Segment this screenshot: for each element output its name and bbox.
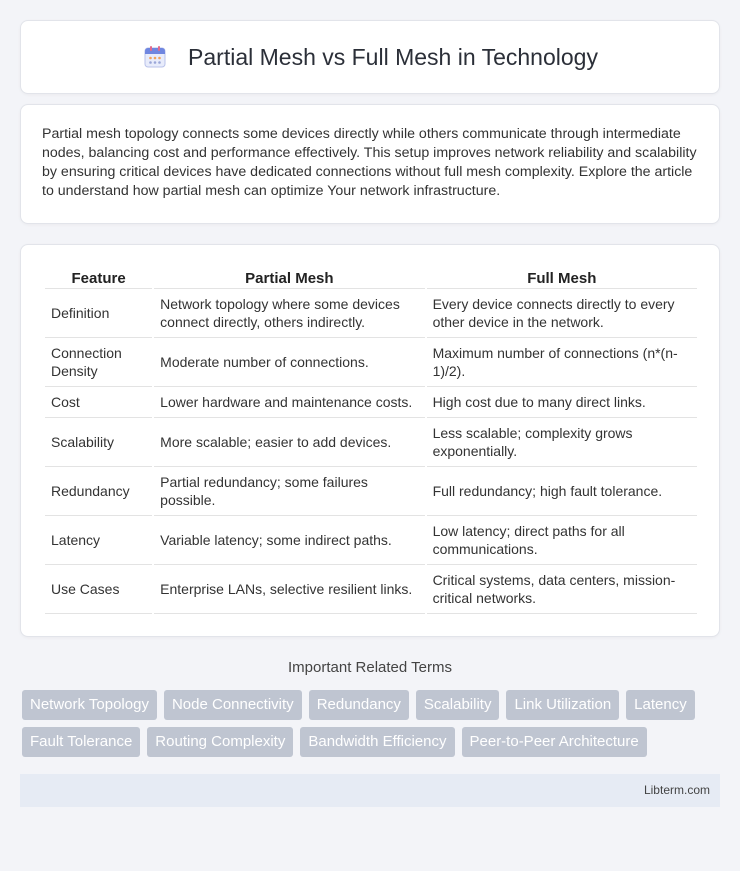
tag-fault-tolerance[interactable]: Fault Tolerance [22,727,140,757]
cell-partial: Enterprise LANs, selective resilient links. [154,565,424,614]
header-card [20,20,720,94]
cell-full: Every device connects directly to every other device in the network. [427,289,697,338]
comparison-table [43,267,699,614]
table-row [45,387,697,418]
intro-text: Partial mesh topology connects some devices directly while others communicate through intermediate nodes, balancing cost and performance effectively. This setup improves network reliability and scalability by ensuring critical devices have dedicated connections without full mesh complexity. Explore the article to understand how partial mesh can optimize Your network infrastructure. [42,126,697,199]
table-row [45,418,697,467]
table-row [45,467,697,516]
cell-full: Full redundancy; high fault tolerance. [427,467,697,516]
tag-bandwidth-efficiency[interactable]: Bandwidth Efficiency [300,727,454,757]
tag-routing-complexity[interactable]: Routing Complexity [147,727,293,757]
cell-feature: Redundancy [45,467,152,516]
cell-full: Low latency; direct paths for all communications. [427,516,697,565]
table-row [45,516,697,565]
cell-partial: Partial redundancy; some failures possible. [154,467,424,516]
table-row [45,289,697,338]
footer-site-link[interactable]: Libterm.com [643,783,710,797]
cell-feature: Use Cases [45,565,152,614]
cell-partial: Lower hardware and maintenance costs. [154,387,424,418]
related-terms-list [22,690,702,764]
table-header-row [45,267,697,289]
tag-network-topology[interactable]: Network Topology [22,690,157,720]
cell-partial: Network topology where some devices connect directly, others indirectly. [154,289,424,338]
header-full-mesh: Full Mesh [427,267,697,289]
comparison-table-card [20,244,720,637]
related-terms-title: Important Related Terms [288,659,452,676]
cell-feature: Cost [45,387,152,418]
tag-node-connectivity[interactable]: Node Connectivity [164,690,302,720]
cell-partial: More scalable; easier to add devices. [154,418,424,467]
cell-full: High cost due to many direct links. [427,387,697,418]
page-title: Partial Mesh vs Full Mesh in Technology [188,43,598,70]
cell-full: Less scalable; complexity grows exponentially. [427,418,697,467]
cell-feature: Scalability [45,418,152,467]
header-feature: Feature [45,267,152,289]
table-row [45,565,697,614]
table-row [45,338,697,387]
cell-partial: Moderate number of connections. [154,338,424,387]
tag-link-utilization[interactable]: Link Utilization [506,690,619,720]
cell-feature: Latency [45,516,152,565]
footer [20,774,720,807]
cell-partial: Variable latency; some indirect paths. [154,516,424,565]
tag-peer-to-peer-architecture[interactable]: Peer-to-Peer Architecture [462,727,647,757]
tag-scalability[interactable]: Scalability [416,690,500,720]
cell-feature: Connection Density [45,338,152,387]
tag-redundancy[interactable]: Redundancy [309,690,409,720]
calendar-icon [142,44,168,70]
cell-full: Maximum number of connections (n*(n-1)/2). [427,338,697,387]
cell-full: Critical systems, data centers, mission-critical networks. [427,565,697,614]
tag-latency[interactable]: Latency [626,690,695,720]
header-partial-mesh: Partial Mesh [154,267,424,289]
intro-card [20,104,720,224]
cell-feature: Definition [45,289,152,338]
